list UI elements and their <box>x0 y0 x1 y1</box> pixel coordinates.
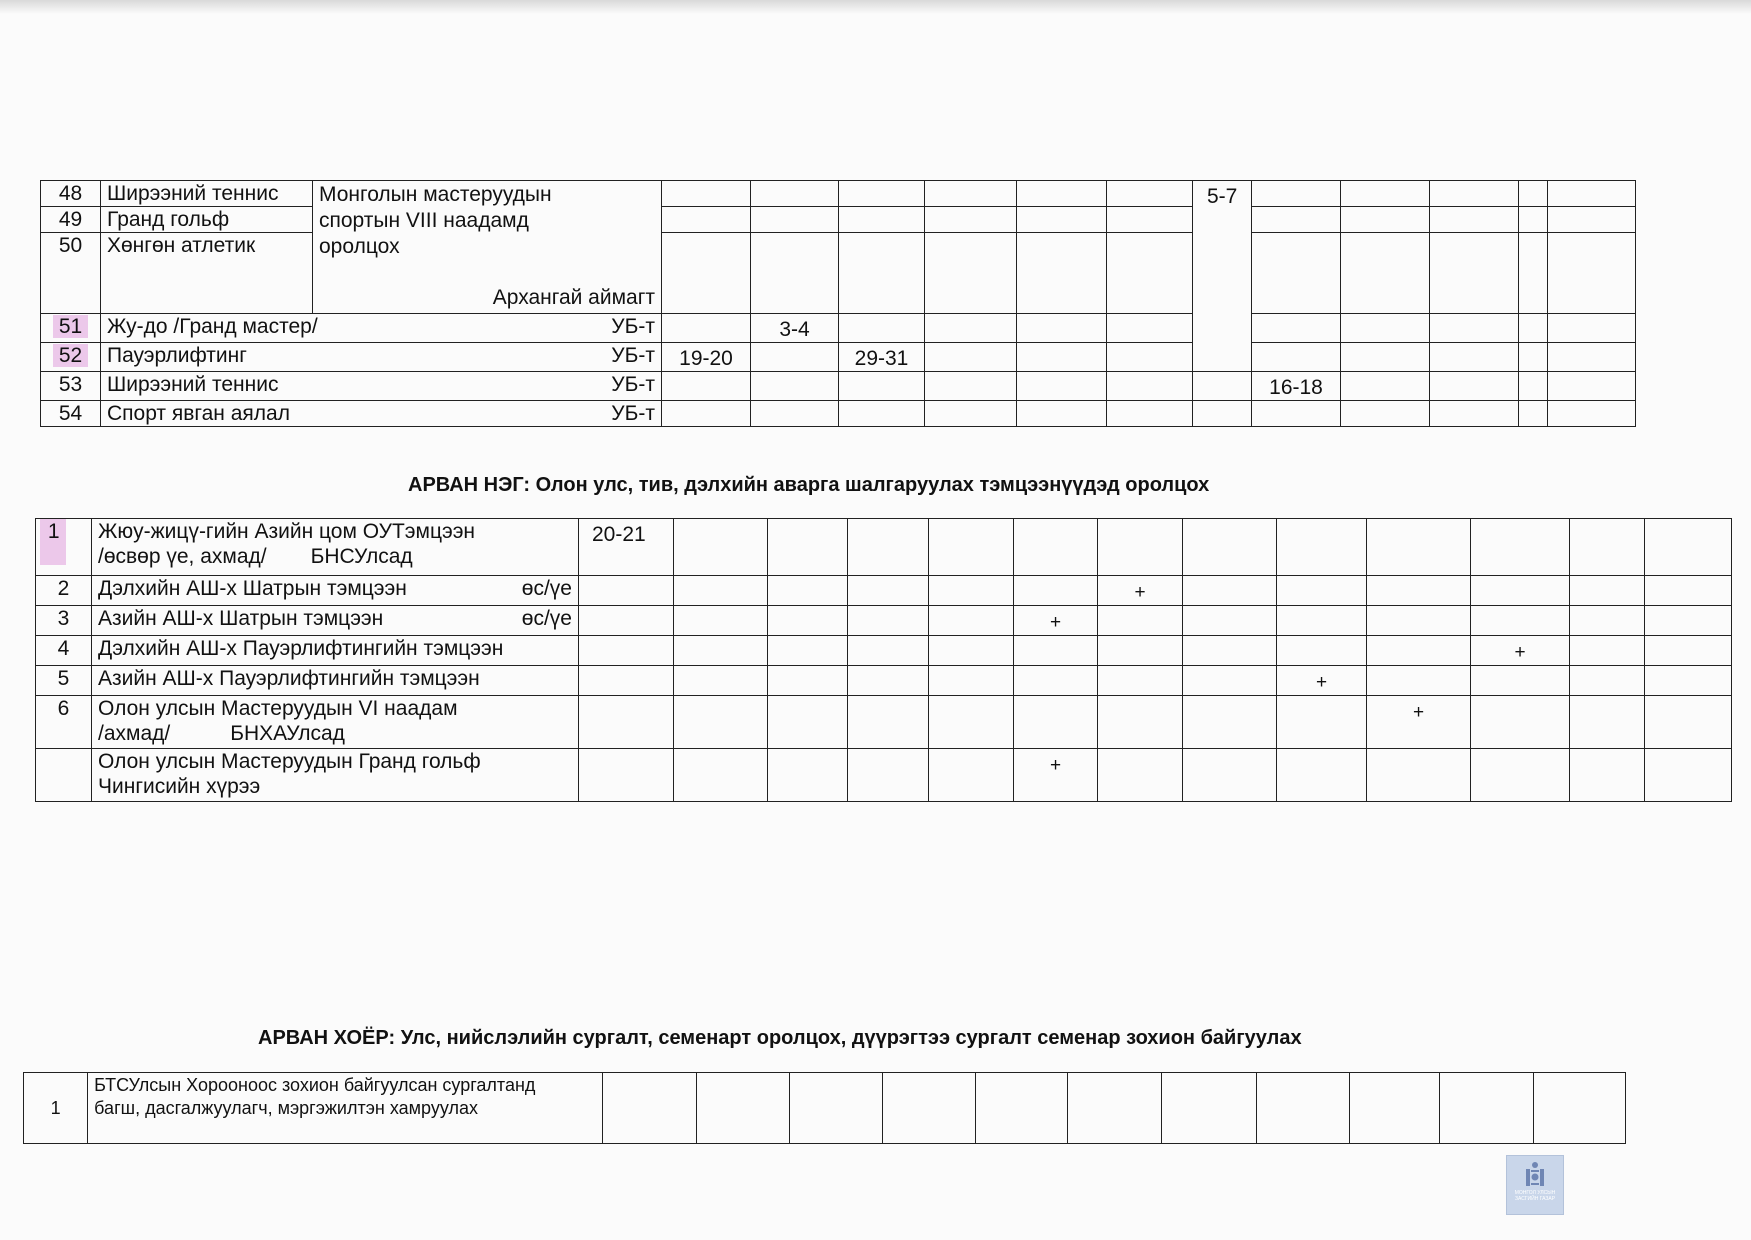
schedule-table-international <box>35 518 1732 802</box>
row-number: 4 <box>36 636 92 666</box>
table-row <box>36 576 1732 606</box>
date-cell: 29-31 <box>839 343 925 372</box>
event-name: Спорт явган аялал <box>107 402 290 425</box>
row-number: 6 <box>36 696 92 749</box>
row-number: 51 <box>41 314 101 343</box>
event-line-1: Жюу-жицү-гийн Азийн цом ОУТэмцээн <box>98 520 476 543</box>
schedule-table-training <box>23 1072 1626 1144</box>
row-number: 3 <box>36 606 92 636</box>
emblem-text: МОНГОЛ УЛСЫН ЗАСГИЙН ГАЗАР <box>1514 1190 1556 1202</box>
table-row <box>41 343 1636 372</box>
event-location: Архангай аймагт <box>492 286 655 309</box>
date-cell: 19-20 <box>662 343 751 372</box>
row-number: 48 <box>41 181 101 207</box>
soyombo-icon <box>1523 1160 1547 1188</box>
event-cell: Дэлхийн АШ-х Пауэрлифтингийн тэмцээн <box>92 636 579 666</box>
plus-mark: + <box>1471 636 1570 666</box>
section-heading-11: АРВАН НЭГ: Олон улс, тив, дэлхийн аварга шалгаруулах тэмцээнүүдэд оролцох <box>408 474 1210 496</box>
event-location: УБ-т <box>611 315 655 338</box>
table-row <box>36 696 1732 749</box>
event-line-2: /ахмад/ БНХАУлсад <box>98 722 345 745</box>
table-row <box>36 749 1732 802</box>
section-heading-12: АРВАН ХОЁР: Улс, нийслэлийн сургалт, семенарт оролцох, дүүрэгтээ сургалт семенар зохион байгуулах <box>258 1027 1302 1049</box>
plus-mark: + <box>1014 606 1098 636</box>
row-number: 50 <box>41 233 101 314</box>
table-row <box>41 207 1636 233</box>
schedule-table-top <box>40 180 1636 427</box>
row-number: 53 <box>41 372 101 401</box>
date-cell: 20-21 <box>579 519 674 576</box>
sport-name: Ширээний теннис <box>101 181 313 207</box>
table-row <box>41 181 1636 207</box>
sport-name: Гранд гольф <box>101 207 313 233</box>
table-row <box>41 314 1636 343</box>
merged-event-cell <box>313 181 662 314</box>
event-cell: БТСУлсын Хорооноос зохион байгуулсан сургалтанд багш, дасгалжуулагч, мэргэжилтэн хамруулах <box>88 1073 602 1144</box>
table-row <box>41 233 1636 314</box>
event-cell <box>92 519 579 576</box>
date-cell: 3-4 <box>751 314 839 343</box>
event-line-2: Чингисийн хүрээ <box>98 775 261 798</box>
row-number: 54 <box>41 401 101 427</box>
sport-name: Хөнгөн атлетик <box>101 233 313 314</box>
table-row <box>36 606 1732 636</box>
event-cell <box>101 314 662 343</box>
scan-shadow <box>0 0 1751 14</box>
event-cell <box>92 696 579 749</box>
plus-mark: + <box>1098 576 1183 606</box>
event-line-1: Олон улсын Мастеруудын Гранд гольф <box>98 750 481 773</box>
event-cell <box>101 401 662 427</box>
date-cell: 5-7 <box>1193 181 1252 372</box>
event-name: Пауэрлифтинг <box>107 344 247 367</box>
plus-mark: + <box>1367 696 1471 749</box>
table-row <box>41 401 1636 427</box>
table-row <box>41 372 1636 401</box>
event-cell <box>101 343 662 372</box>
event-cell: Дэлхийн АШ-х Шатрын тэмцээн өс/үе <box>92 576 579 606</box>
event-cell <box>92 749 579 802</box>
row-number: 1 <box>24 1073 88 1144</box>
table-row <box>36 636 1732 666</box>
table-row <box>36 666 1732 696</box>
event-cell <box>101 372 662 401</box>
row-number: 2 <box>36 576 92 606</box>
event-cell: Азийн АШ-х Пауэрлифтингийн тэмцээн <box>92 666 579 696</box>
row-number: 5 <box>36 666 92 696</box>
table-row <box>36 519 1732 576</box>
row-number: 52 <box>41 343 101 372</box>
event-description: Монголын мастеруудын спортын VIII наадамд оролцох <box>319 183 552 258</box>
event-line-2: /өсвөр үе, ахмад/ БНСУлсад <box>98 545 413 568</box>
event-name: Ширээний теннис <box>107 373 279 396</box>
event-location: УБ-т <box>611 402 655 425</box>
event-location: УБ-т <box>611 373 655 396</box>
plus-mark: + <box>1014 749 1098 802</box>
event-line-1: Олон улсын Мастеруудын VI наадам <box>98 697 458 720</box>
row-number: 1 <box>36 519 92 576</box>
government-emblem-stamp <box>1506 1155 1564 1215</box>
plus-mark: + <box>1277 666 1367 696</box>
date-cell: 16-18 <box>1252 372 1341 401</box>
table-row <box>24 1073 1626 1144</box>
row-number: 49 <box>41 207 101 233</box>
event-cell: Азийн АШ-х Шатрын тэмцээн өс/үе <box>92 606 579 636</box>
event-location: УБ-т <box>611 344 655 367</box>
event-name: Жу-до /Гранд мастер/ <box>107 315 318 338</box>
row-number <box>36 749 92 802</box>
